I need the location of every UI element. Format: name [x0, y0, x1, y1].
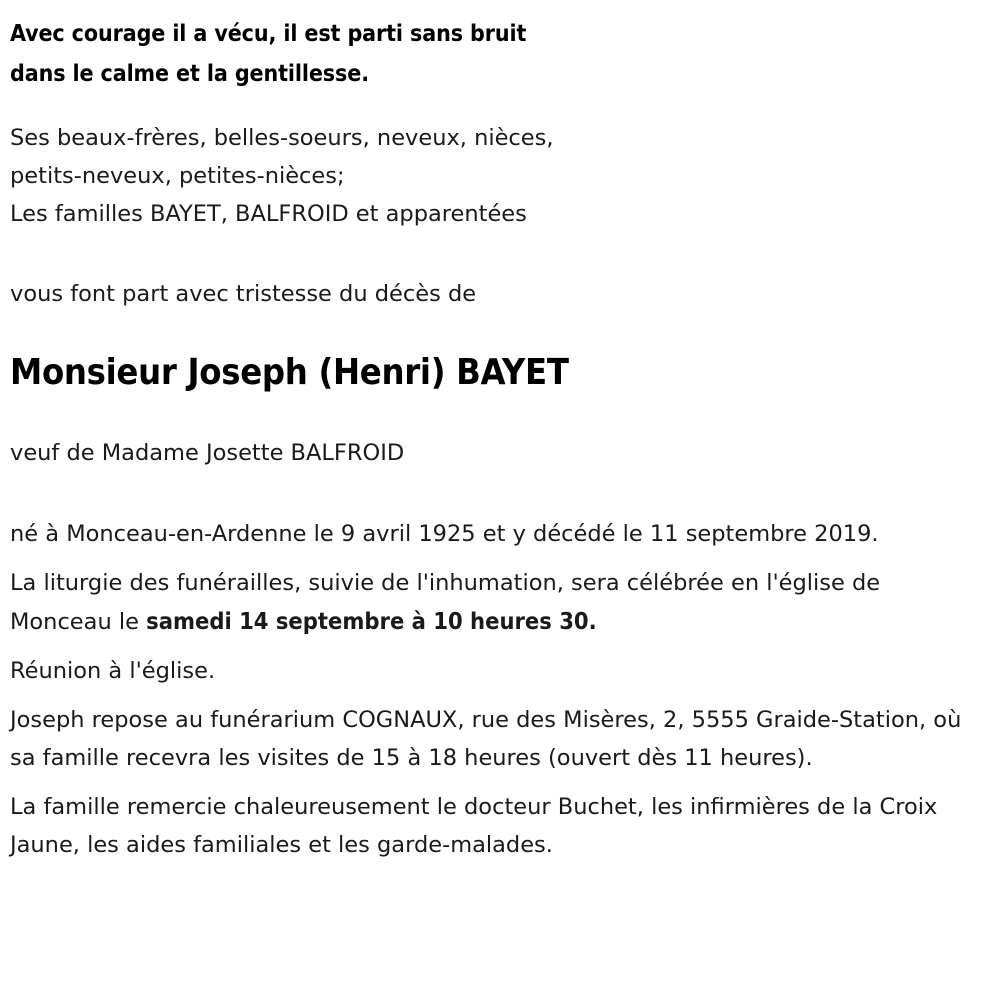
thanks-text: La famille remercie chaleureusement le docteur Buchet, les infirmières de la Croix Jaune, les aides familiales et les garde-malades.: [10, 794, 938, 858]
family-line-3: Les familles BAYET, BALFROID et apparentées: [10, 201, 527, 227]
liturgy-prefix-text: La liturgie des funérailles, suivie de l'inhumation, sera célébrée en l'église de Monceau le: [10, 570, 881, 635]
family-line-2: petits-neveux, petites-nièces;: [10, 163, 345, 189]
deceased-name: Monsieur Joseph (Henri) BAYET: [10, 352, 569, 393]
family-line-1: Ses beaux-frères, belles-soeurs, neveux, nièces,: [10, 125, 554, 151]
gathering-text: Réunion à l'église.: [10, 658, 216, 684]
liturgy-datetime-text: samedi 14 septembre à 10 heures 30.: [146, 607, 597, 635]
opening-verse: [10, 0, 986, 94]
repose-location-text: Joseph repose au funérarium COGNAUX, rue des Misères, 2, 5555 Graide-Station, où sa famille recevra les visites de 15 à 18 heures (ouvert dès 11 heures).: [10, 707, 962, 771]
widower-of-text: veuf de Madame Josette BALFROID: [10, 440, 405, 466]
birth-death-text: né à Monceau-en-Ardenne le 9 avril 1925 et y décédé le 11 septembre 2019.: [10, 521, 879, 547]
family-members-block: [10, 119, 986, 233]
verse-line-2: dans le calme et la gentillesse.: [10, 61, 369, 87]
verse-line-1: Avec courage il a vécu, il est parti sans bruit: [10, 21, 527, 47]
announcement-text: vous font part avec tristesse du décès de: [10, 281, 477, 307]
funeral-liturgy-paragraph: [10, 564, 986, 641]
